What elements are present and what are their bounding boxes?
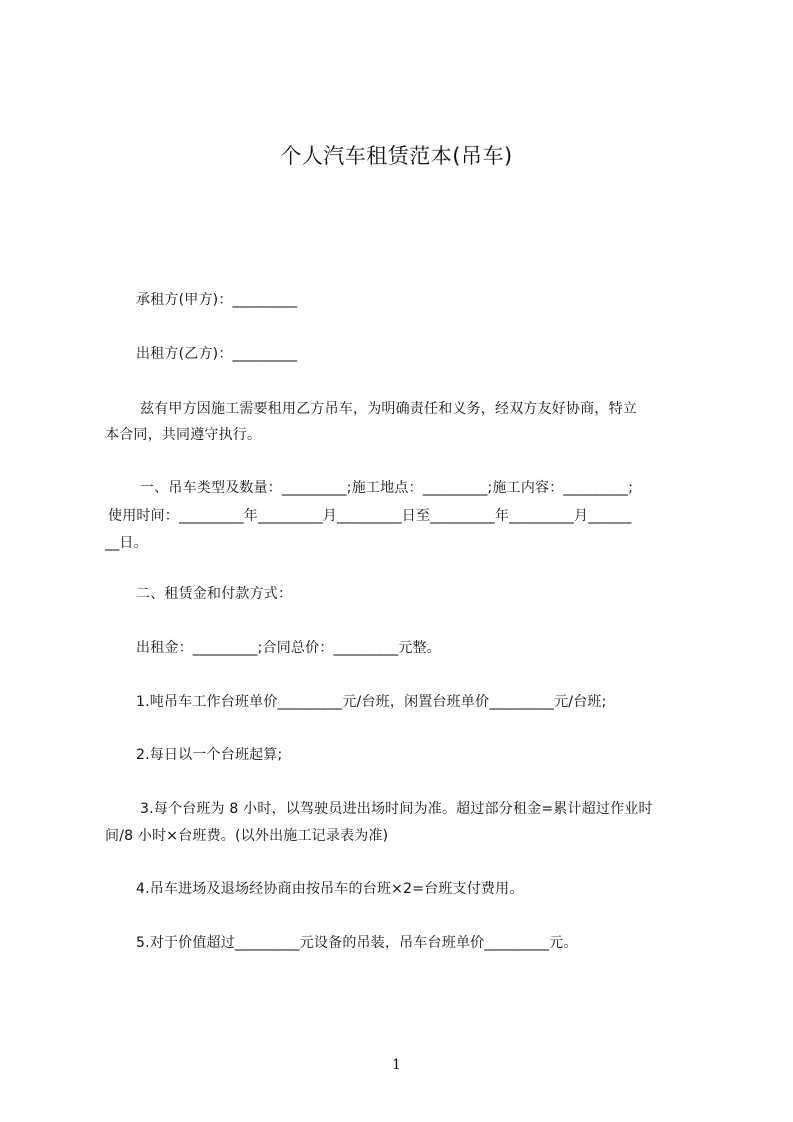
section1-line-1: 一、吊车类型及数量：_________;施工地点：_________;施工内容：_________;: [140, 480, 634, 496]
document-title: 个人汽车租赁范本(吊车): [280, 144, 513, 168]
item-5: 5.对于价值超过_________元设备的吊装，吊车台班单价_________元。: [136, 935, 578, 951]
page-number: 1: [392, 1057, 401, 1073]
lessor-line: 出租方(乙方)：_________: [136, 346, 298, 362]
item-1: 1.吨吊车工作台班单价_________元/台班，闲置台班单价_________元/台班;: [136, 694, 607, 710]
intro-line-1: 兹有甲方因施工需要租用乙方吊车，为明确责任和义务，经双方友好协商，特立: [140, 401, 637, 417]
item-4: 4.吊车进场及退场经协商由按吊车的台班×2=台班支付费用。: [136, 881, 524, 897]
item-2: 2.每日以一个台班起算;: [136, 747, 283, 763]
item-3-line-2: 间/8 小时×台班费。(以外出施工记录表为准): [105, 828, 389, 844]
item-3-line-1: 3.每个台班为 8 小时，以驾驶员进出场时间为准。超过部分租金=累计超过作业时: [140, 801, 653, 817]
section2-heading: 二、租赁金和付款方式：: [136, 586, 293, 602]
section1-line-2: 使用时间：_________年_________月_________日至_________年_________月______: [108, 508, 632, 524]
lessee-line: 承租方(甲方)：_________: [136, 292, 298, 308]
section1-line-3: __日。: [105, 535, 148, 551]
rent-line: 出租金：_________;合同总价：_________元整。: [136, 640, 441, 656]
intro-line-2: 本合同，共同遵守执行。: [105, 427, 262, 443]
